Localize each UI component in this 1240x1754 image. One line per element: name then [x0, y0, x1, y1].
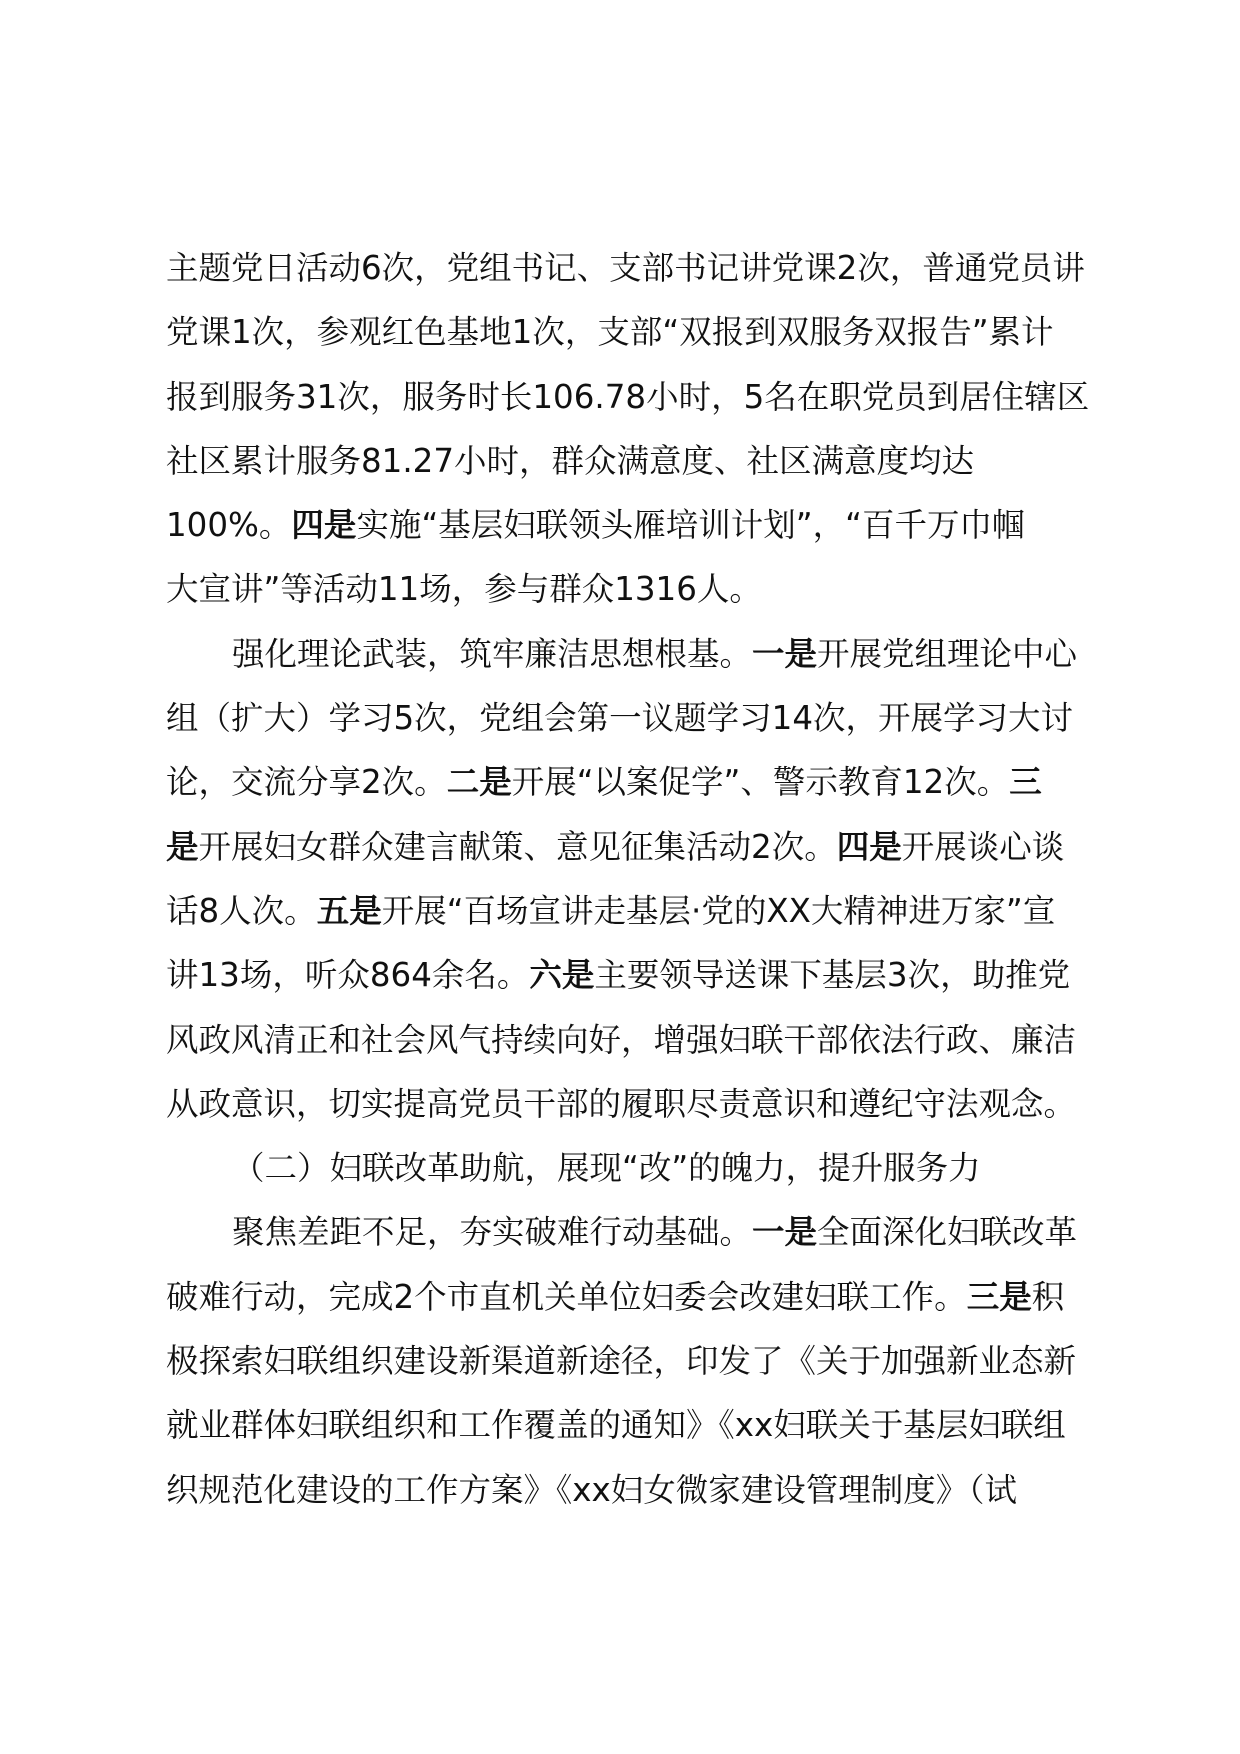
- text-segment: 社区累计服务81.27小时，群众满意度、社区满意度均达: [166, 441, 975, 480]
- text-segment: 组（扩大）学习5次，党组会第一议题学习14次，开展学习大讨: [166, 699, 1074, 738]
- text-segment: 开展“百场宣讲走基层·党的XX大精神进万家”宣: [381, 891, 1056, 930]
- text-segment: 话8人次。: [166, 891, 317, 930]
- text-line: [166, 1265, 1110, 1329]
- text-segment: 报到服务31次，服务时长106.78小时，5名在职党员到居住辖区: [166, 377, 1090, 416]
- text-segment: 强化理论武装，筑牢廉洁思想根基。: [232, 634, 753, 673]
- text-line: [166, 1008, 1110, 1072]
- text-line: [166, 429, 1110, 493]
- bold-text-segment: 五是: [316, 891, 382, 930]
- text-segment: 织规范化建设的工作方案》《xx妇女微家建设管理制度》（试: [166, 1470, 1017, 1509]
- text-line: [166, 1393, 1110, 1457]
- text-line: [166, 300, 1110, 364]
- text-segment: 论，交流分享2次。: [166, 763, 447, 802]
- text-segment: 实施“基层妇联领头雁培训计划”，“百千万巾帼: [356, 506, 1025, 545]
- bold-text-segment: 二是: [446, 763, 512, 802]
- text-line: [166, 365, 1110, 429]
- text-segment: 风政风清正和社会风气持续向好，增强妇联干部依法行政、廉洁: [166, 1020, 1077, 1059]
- text-line: [166, 1329, 1110, 1393]
- text-segment: （二）妇联改革助航，展现“改”的魄力，提升服务力: [232, 1149, 981, 1188]
- text-segment: 100%。: [166, 506, 292, 545]
- text-segment: 大宣讲”等活动11场，参与群众1316人。: [166, 570, 762, 609]
- text-line: [166, 686, 1110, 750]
- text-segment: 党课1次，参观红色基地1次，支部“双报到双服务双报告”累计: [166, 313, 1054, 352]
- text-line: [166, 1458, 1110, 1522]
- bold-text-segment: 一是: [752, 634, 818, 673]
- text-segment: 开展谈心谈: [901, 827, 1065, 866]
- text-segment: 从政意识，切实提高党员干部的履职尽责意识和遵纪守法观念。: [166, 1084, 1077, 1123]
- text-line: [166, 557, 1110, 621]
- text-segment: 积: [1031, 1277, 1065, 1316]
- text-line: [166, 236, 1110, 300]
- text-line: [166, 815, 1110, 879]
- text-segment: 开展“以案促学”、警示教育12次。: [511, 763, 1010, 802]
- text-line: [166, 750, 1110, 814]
- text-segment: 主题党日活动6次，党组书记、支部书记讲党课2次，普通党员讲: [166, 249, 1085, 287]
- text-segment: 就业群体妇联组织和工作覆盖的通知》《xx妇联关于基层妇联组: [166, 1406, 1066, 1445]
- text-segment: 极探索妇联组织建设新渠道新途径，印发了《关于加强新业态新: [166, 1342, 1077, 1381]
- text-line: [166, 493, 1110, 557]
- text-segment: 全面深化妇联改革: [817, 1213, 1078, 1252]
- text-segment: 讲13场，听众864余名。: [166, 956, 530, 995]
- bold-text-segment: 一是: [752, 1213, 818, 1252]
- bold-text-segment: 是: [166, 827, 199, 866]
- text-line: [166, 1136, 1110, 1200]
- bold-text-segment: 三: [1009, 763, 1042, 802]
- text-segment: 开展妇女群众建言献策、意见征集活动2次。: [198, 827, 837, 866]
- text-segment: 主要领导送课下基层3次，助推党: [594, 956, 1071, 995]
- text-line: [166, 879, 1110, 943]
- document-page: [166, 236, 1110, 1522]
- bold-text-segment: 三是: [966, 1277, 1032, 1316]
- text-line: [166, 1200, 1110, 1264]
- text-line: [166, 1072, 1110, 1136]
- bold-text-segment: 六是: [529, 956, 595, 995]
- bold-text-segment: 四是: [291, 506, 357, 545]
- text-segment: 破难行动，完成2个市直机关单位妇委会改建妇联工作。: [166, 1277, 967, 1316]
- bold-text-segment: 四是: [836, 827, 902, 866]
- text-segment: 开展党组理论中心: [817, 634, 1078, 673]
- text-line: [166, 622, 1110, 686]
- text-segment: 聚焦差距不足，夯实破难行动基础。: [232, 1213, 753, 1252]
- text-line: [166, 943, 1110, 1007]
